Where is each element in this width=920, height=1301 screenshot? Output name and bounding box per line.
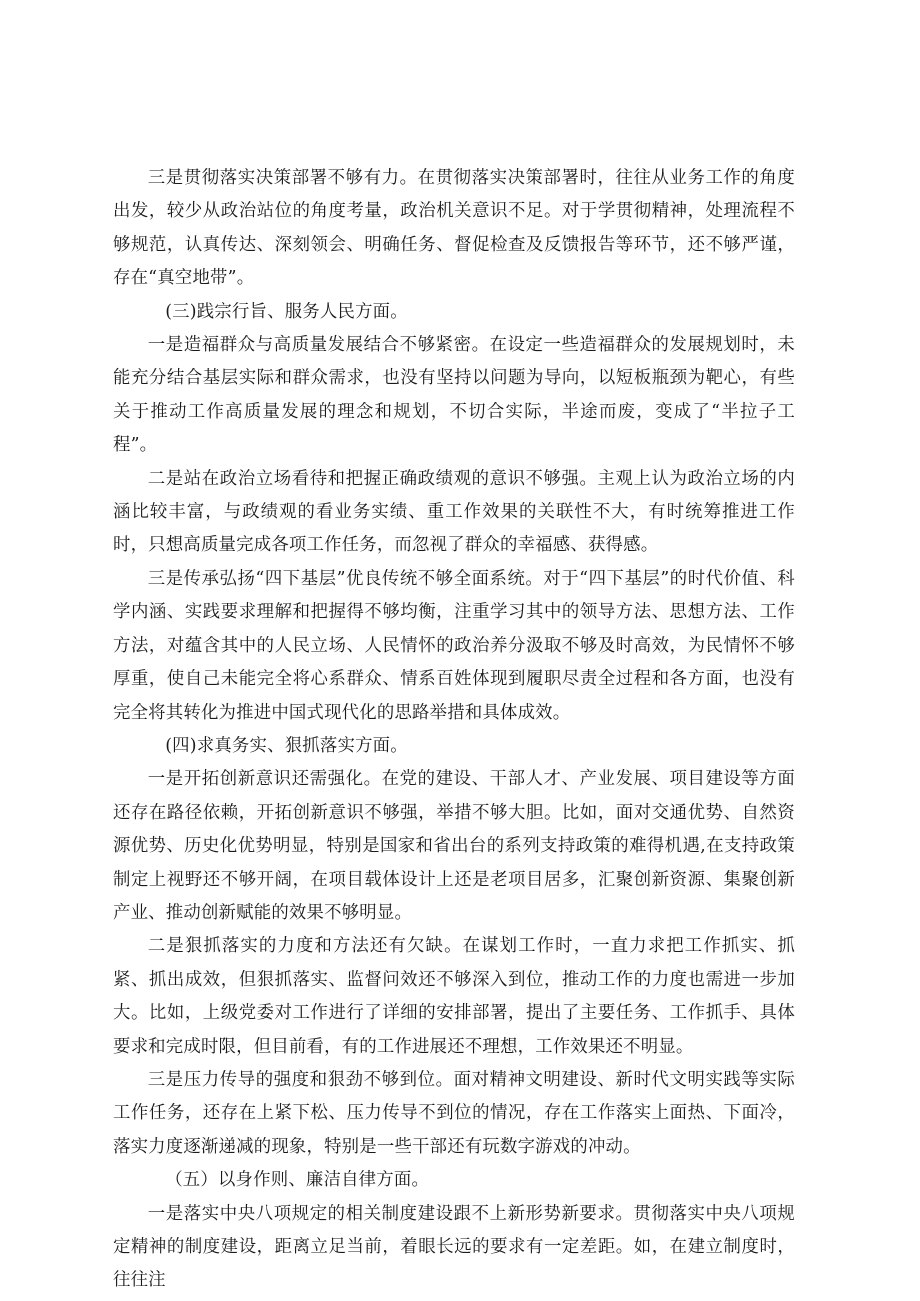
section-heading-integrity-self-discipline: （五）以身作则、廉洁自律方面。: [165, 1170, 430, 1191]
paragraph-eight-point-regulations: 一是落实中央八项规定的相关制度建设跟不上新形势新要求。贯彻落实中央八项规定精神的制度建设，距离立足当前，着眼长远的要求有一定差距。如，在建立制度时，往往注: [113, 1203, 795, 1291]
paragraph-innovation-awareness: 一是开拓创新意识还需强化。在党的建设、干部人才、产业发展、项目建设等方面还存在路径依赖，开拓创新意识不够强，举措不够大胆。比如，面对交通优势、自然资源优势、历史化优势明显，特别是国家和省出台的系列支持政策的难得机遇,在支持政策制定上视野还不够开阔，在项目载体设计上还是老项目居多，汇聚创新资源、集聚创新产业、推动创新赋能的效果不够明显。: [113, 769, 795, 923]
paragraph-decision-implementation: 三是贯彻落实决策部署不够有力。在贯彻落实决策部署时，往往从业务工作的角度出发，较少从政治站位的角度考量，政治机关意识不足。对于学贯彻精神，处理流程不够规范，认真传达、深刻领会、明确任务、督促检查及反馈报告等环节，还不够严谨，存在“真空地带”。: [113, 168, 795, 289]
paragraph-implementation-strength: 二是狠抓落实的力度和方法还有欠缺。在谋划工作时，一直力求把工作抓实、抓紧、抓出成效，但狠抓落实、监督问效还不够深入到位，推动工作的力度也需进一步加大。比如，上级党委对工作进行了详细的安排部署，提出了主要任务、工作抓手、具体要求和完成时限，但目前看，有的工作进展还不理想，工作效果还不明显。: [113, 936, 795, 1057]
paragraph-political-stance: 二是站在政治立场看待和把握正确政绩观的意识不够强。主观上认为政治立场的内涵比较丰富，与政绩观的看业务实绩、重工作效果的关联性不大，有时统筹推进工作时，只想高质量完成各项工作任务，而忽视了群众的幸福感、获得感。: [113, 468, 795, 556]
paragraph-pressure-transmission: 三是压力传导的强度和狠劲不够到位。面对精神文明建设、新时代文明实践等实际工作任务，还存在上紧下松、压力传导不到位的情况，存在工作落实上面热、下面冷，落实力度逐渐递减的现象，特别是一些干部还有玩数字游戏的冲动。: [113, 1069, 795, 1157]
paragraph-four-down-grassroots: 三是传承弘扬“四下基层”优良传统不够全面系统。对于“四下基层”的时代价值、科学内涵、实践要求理解和把握得不够均衡，注重学习其中的领导方法、思想方法、工作方法，对蕴含其中的人民立场、人民情怀的政治养分汲取不够及时高效，为民情怀不够厚重，使自己未能完全将心系群众、情系百姓体现到履职尽责全过程和各方面，也没有完全将其转化为推进中国式现代化的思路举措和具体成效。: [113, 568, 795, 723]
paragraph-benefit-masses: 一是造福群众与高质量发展结合不够紧密。在设定一些造福群众的发展规划时，未能充分结合基层实际和群众需求，也没有坚持以问题为导向，以短板瓶颈为靶心，有些关于推动工作高质量发展的理念和规划，不切合实际，半途而废，变成了“半拉子工程”。: [113, 335, 795, 456]
section-heading-pragmatic-implementation: (四)求真务实、狠抓落实方面。: [165, 735, 408, 756]
section-heading-serve-people: (三)践宗行旨、服务人民方面。: [165, 301, 408, 322]
document-body: [113, 162, 795, 1298]
